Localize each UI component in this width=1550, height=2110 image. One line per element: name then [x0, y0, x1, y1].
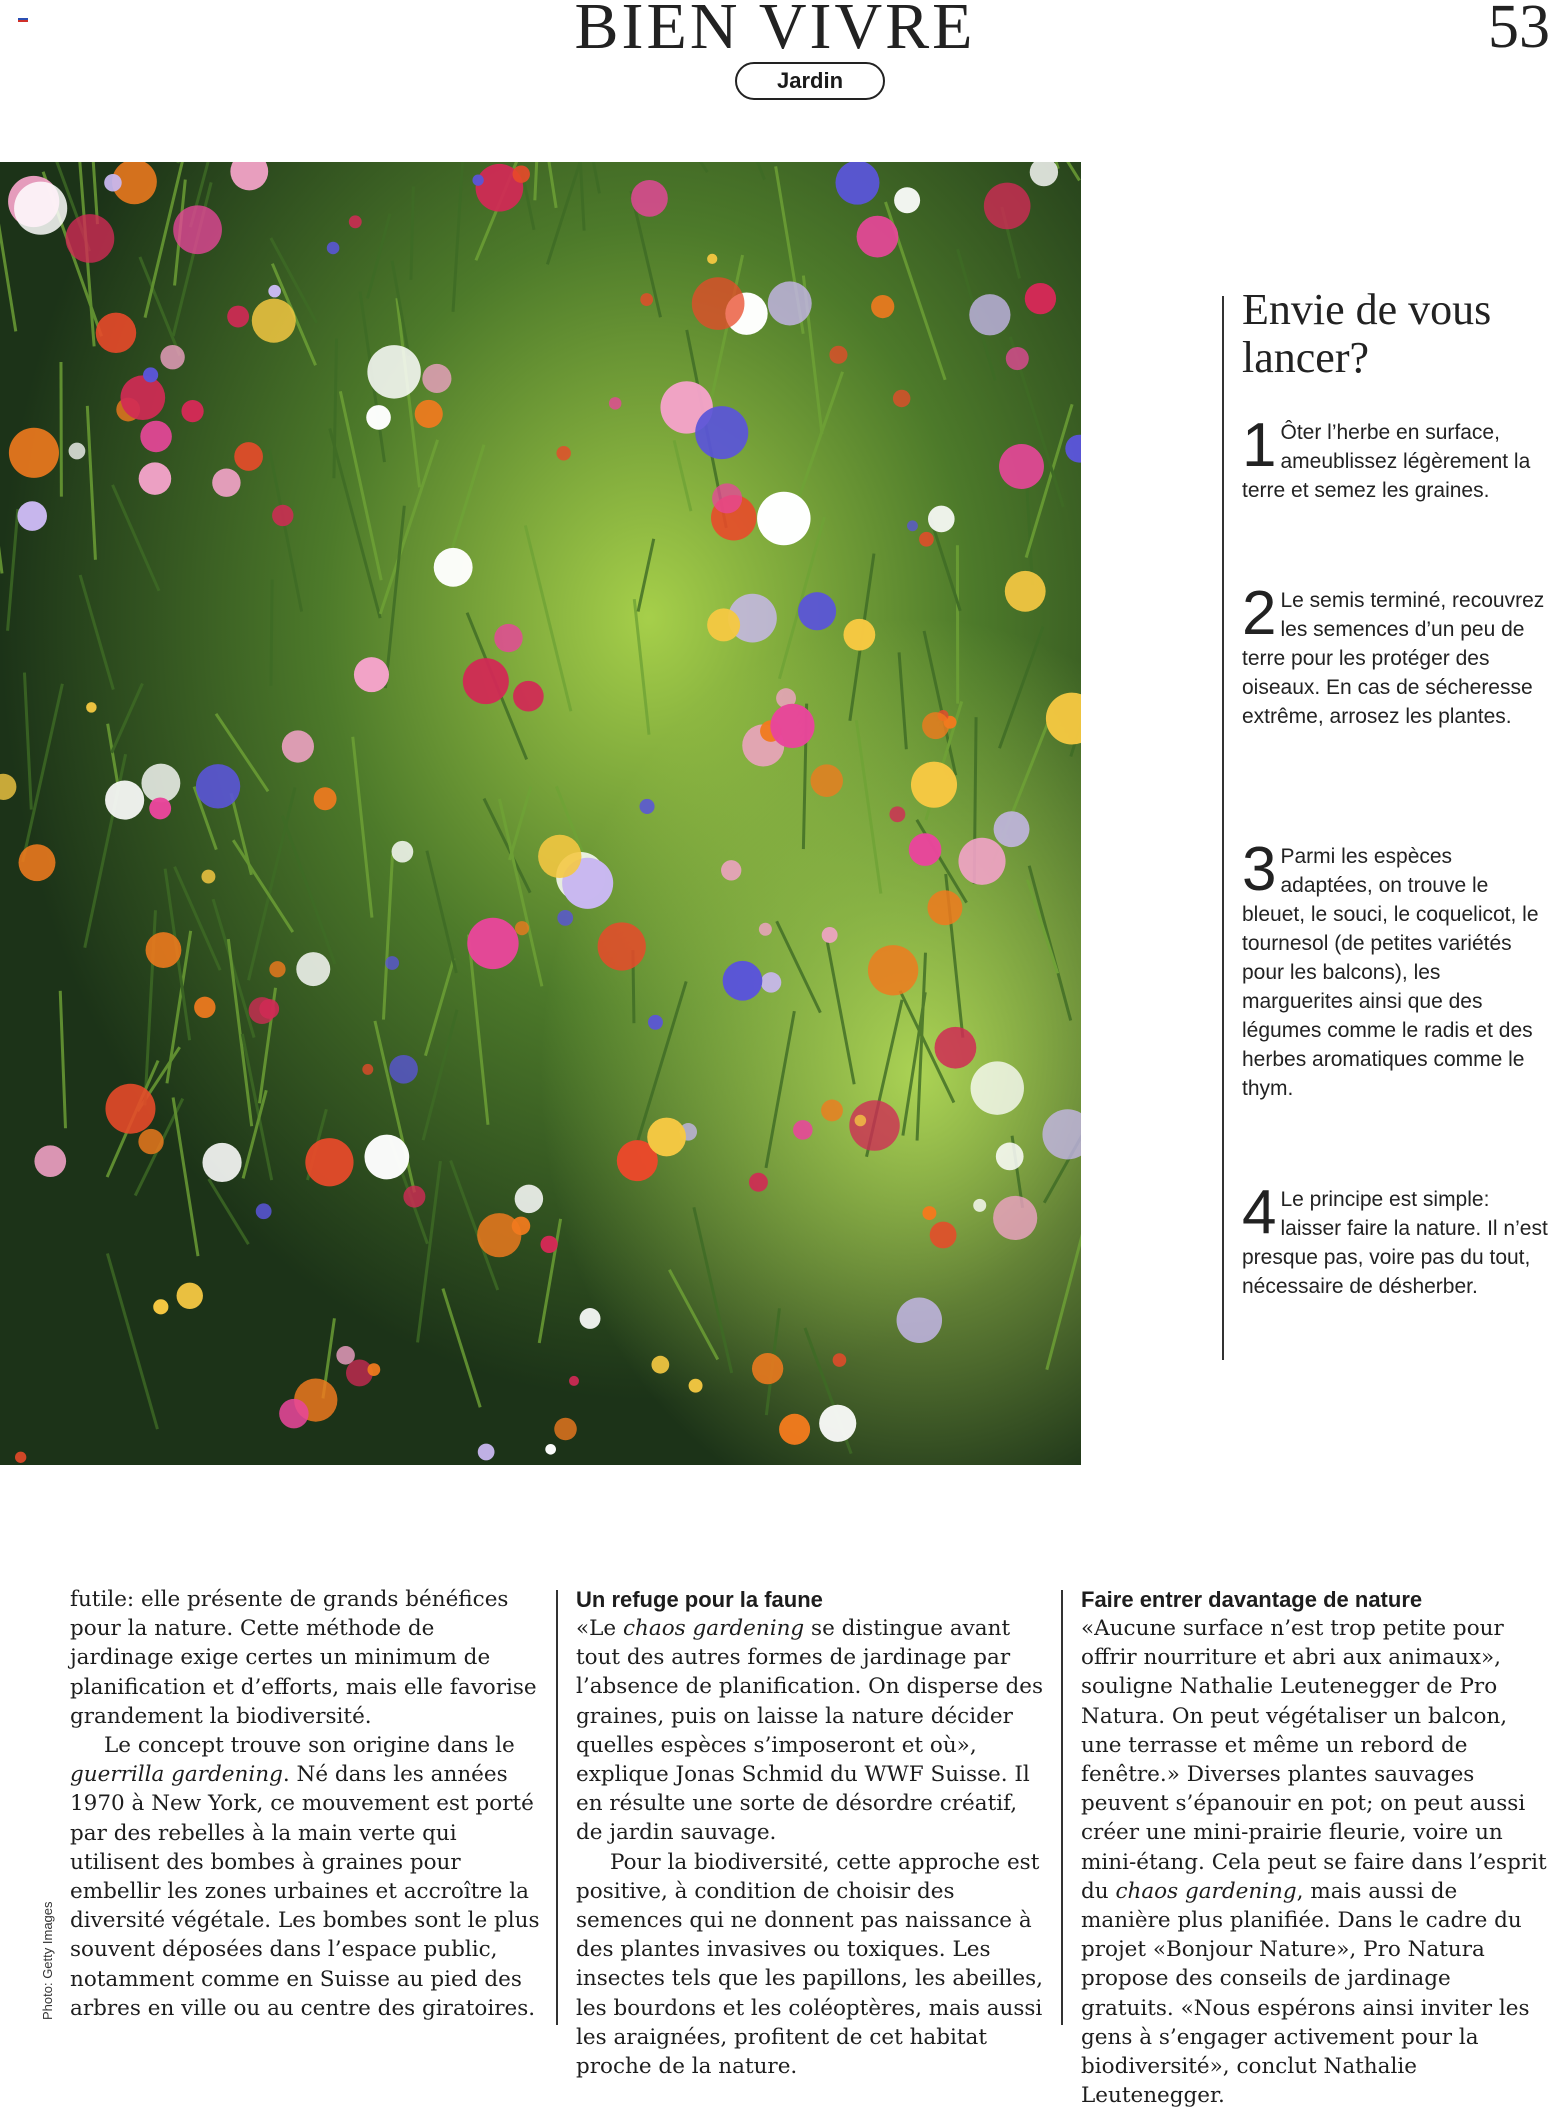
flower-blossom — [935, 1027, 977, 1069]
flower-blossom — [1005, 571, 1046, 612]
flower-blossom — [269, 961, 285, 977]
flower-blossom — [19, 844, 56, 881]
flower-blossom — [598, 922, 646, 970]
flower-blossom — [922, 712, 949, 739]
flower-blossom — [139, 462, 172, 495]
tip-text: Ôter l’herbe en surface, ameublissez légèrement la terre et semez les graines. — [1242, 421, 1530, 502]
paragraph: Le concept trouve son origine dans le guerrilla gardening. Né dans les années 1970 à New York, ce mouvement est porté par des rebelles à la main verte qui utilisent des bombes à graines pour embellir les zones urbaines et accroître la diversité végétale. Les bombes sont le plus souvent déposées dans l’espace public, notamment comme en Suisse au pied des arbres en ville ou au centre des giratoires. — [70, 1731, 540, 2023]
flower-blossom — [105, 780, 144, 819]
flower-blossom — [69, 443, 86, 460]
flower-blossom — [833, 1353, 847, 1367]
paragraph: futile: elle présente de grands bénéfices pour la nature. Cette méthode de jardinage exige certes un minimum de planification et d’efforts, mais elle favorise grandement la biodiversité. — [70, 1585, 540, 1731]
flower-blossom — [515, 921, 529, 935]
flower-blossom — [389, 1055, 418, 1084]
flower-blossom — [609, 397, 622, 410]
wildflower-photo — [0, 162, 1081, 1465]
tip-1 — [1242, 418, 1550, 505]
flower-blossom — [513, 165, 530, 182]
flower-blossom — [66, 214, 115, 263]
flower-blossom — [909, 833, 942, 866]
flower-blossom — [1006, 347, 1029, 370]
flower-blossom — [822, 927, 838, 943]
flower-blossom — [196, 764, 240, 808]
flower-blossom — [930, 1222, 957, 1249]
flower-blossom — [1025, 283, 1056, 314]
paragraph: Pour la biodiversité, cette approche est positive, à condition de choisir des semences qui ne donnent pas naissance à des plantes invasives ou toxiques. Les insectes tels que les papillons, les abeilles, les bourdons et les coléoptères, mais aussi les araignées, profitent de cet habitat proche de la nature. — [576, 1848, 1046, 2082]
flower-blossom — [252, 299, 296, 343]
tip-text: Parmi les espèces adaptées, on trouve le bleuet, le souci, le coquelicot, le tournesol (de petites variétés pour les balcons), les marguerites ainsi que des légumes comme le radis et des herbes aromatiques comme le thym. — [1242, 845, 1539, 1100]
flower-blossom — [279, 1399, 308, 1428]
flower-blossom — [296, 952, 330, 986]
flower-blossom — [752, 1353, 783, 1384]
flower-blossom — [181, 400, 203, 422]
tip-3 — [1242, 842, 1550, 1103]
tip-number: 4 — [1242, 1189, 1276, 1237]
flower-blossom — [268, 285, 281, 298]
column-rule — [556, 1590, 558, 2025]
flower-blossom — [692, 277, 745, 330]
flower-blossom — [819, 1405, 856, 1442]
flower-blossom — [928, 506, 955, 533]
flower-blossom — [749, 1173, 768, 1192]
flower-blossom — [545, 1444, 556, 1455]
flower-blossom — [855, 1115, 867, 1127]
tip-number: 1 — [1242, 422, 1276, 470]
sidebar-title: Envie de vous lancer? — [1242, 286, 1542, 382]
column-rule — [1061, 1590, 1063, 2025]
flower-blossom — [999, 444, 1044, 489]
flower-blossom — [871, 295, 894, 318]
flower-blossom — [362, 1064, 373, 1075]
flower-blossom — [141, 764, 180, 803]
article-column-2 — [576, 1585, 1046, 2081]
flower-blossom — [540, 1236, 557, 1253]
sidebar-rule — [1222, 296, 1224, 1360]
flower-blossom — [234, 442, 263, 471]
flower-blossom — [557, 910, 573, 926]
flower-blossom — [463, 658, 509, 704]
flower-blossom — [202, 1143, 241, 1182]
flower-blossom — [721, 860, 741, 880]
flower-blossom — [305, 1138, 353, 1186]
flower-blossom — [759, 923, 772, 936]
wildflower-photo-image — [0, 162, 1081, 1465]
flower-blossom — [779, 1414, 810, 1445]
flower-blossom — [513, 681, 544, 712]
tip-4 — [1242, 1185, 1550, 1301]
flower-blossom — [364, 1135, 409, 1180]
flower-blossom — [478, 1444, 495, 1461]
flower-blossom — [810, 764, 843, 797]
flower-blossom — [919, 532, 934, 547]
flower-blossom — [212, 468, 240, 496]
flower-blossom — [415, 400, 443, 428]
flower-blossom — [793, 1120, 813, 1140]
flower-blossom — [911, 762, 957, 808]
flower-blossom — [14, 182, 67, 235]
flower-blossom — [556, 446, 570, 460]
flower-blossom — [403, 1186, 425, 1208]
flower-blossom — [17, 501, 47, 531]
flower-blossom — [927, 890, 962, 925]
flower-blossom — [146, 932, 182, 968]
tip-text: Le principe est simple: laisser faire la nature. Il n’est presque pas, voire pas du tout, nécessaire de désherber. — [1242, 1188, 1548, 1298]
flower-blossom — [770, 704, 814, 748]
flower-blossom — [984, 183, 1031, 230]
flower-blossom — [177, 1283, 203, 1309]
flower-blossom — [849, 1100, 899, 1150]
tip-text: Le semis terminé, recouvrez les semences d’un peu de terre pour les protéger des oiseaux. En cas de sécheresse extrême, arrosez les plantes. — [1242, 589, 1544, 728]
flower-blossom — [201, 870, 215, 884]
paragraph: «Aucune surface n’est trop petite pour offrir nourriture et abri aux animaux», souligne Nathalie Leutenegger de Pro Natura. On peut végétaliser un balcon, une terrasse et même un rebord de fenêtre.» Diverses plantes sauvages peuvent s’épanouir en pot; on peut aussi créer une mini-prairie fleurie, voire un mini-étang. Cela peut se faire dans l’esprit du chaos gardening, mais aussi de manière plus planifiée. Dans le cadre du projet «Bonjour Nature», Pro Natura propose des conseils de jardinage gratuits. «Nous espérons ainsi inviter les gens à s’engager activement pour la biodiversité», conclut Nathalie Leutenegger. — [1081, 1614, 1550, 2110]
flower-blossom — [798, 592, 836, 630]
flower-blossom — [249, 997, 276, 1024]
flower-blossom — [993, 1196, 1037, 1240]
flower-blossom — [538, 835, 581, 878]
flower-blossom — [467, 918, 518, 969]
flower-blossom — [580, 1308, 601, 1329]
flower-blossom — [712, 483, 742, 513]
flower-blossom — [494, 624, 522, 652]
flower-blossom — [104, 174, 122, 192]
flower-blossom — [893, 390, 911, 408]
flower-blossom — [958, 838, 1005, 885]
article-column-1 — [70, 1585, 540, 2023]
flower-blossom — [707, 254, 717, 264]
flower-blossom — [757, 492, 810, 545]
flower-blossom — [569, 1376, 579, 1386]
flower-blossom — [969, 294, 1010, 335]
flower-blossom — [843, 619, 875, 651]
flower-blossom — [153, 1299, 168, 1314]
flower-blossom — [640, 799, 655, 814]
flower-blossom — [282, 730, 314, 762]
flower-blossom — [173, 205, 222, 254]
flower-blossom — [971, 1061, 1024, 1114]
section-heading: Faire entrer davantage de nature — [1081, 1585, 1550, 1614]
flower-blossom — [194, 997, 215, 1018]
flower-blossom — [897, 1297, 942, 1342]
flower-blossom — [367, 1363, 380, 1376]
flower-blossom — [140, 421, 172, 453]
section-heading: Un refuge pour la faune — [576, 1585, 1046, 1614]
flower-blossom — [149, 797, 171, 819]
flower-blossom — [105, 1084, 155, 1134]
flower-blossom — [366, 405, 391, 430]
flower-blossom — [922, 1206, 936, 1220]
photo-credit: Photo: Getty Images — [40, 1901, 55, 2020]
flower-blossom — [768, 281, 812, 325]
flower-blossom — [894, 187, 920, 213]
flower-blossom — [651, 1356, 669, 1374]
flower-blossom — [907, 520, 918, 531]
flower-blossom — [647, 1118, 686, 1157]
flower-blossom — [15, 1452, 26, 1463]
flower-blossom — [138, 1129, 163, 1154]
flower-blossom — [723, 961, 763, 1001]
flower-blossom — [889, 806, 905, 822]
flower-blossom — [354, 657, 389, 692]
flower-blossom — [9, 428, 59, 478]
flower-blossom — [327, 242, 340, 255]
flower-blossom — [515, 1185, 543, 1213]
flower-blossom — [120, 375, 165, 420]
flower-blossom — [835, 162, 879, 205]
flower-blossom — [707, 608, 740, 641]
flower-blossom — [477, 1213, 521, 1257]
flower-blossom — [829, 346, 847, 364]
flower-blossom — [272, 505, 293, 526]
flower-blossom — [868, 945, 918, 995]
flower-blossom — [385, 956, 399, 970]
flower-blossom — [143, 367, 158, 382]
flower-blossom — [86, 702, 97, 713]
flower-blossom — [761, 972, 781, 992]
section-label: Jardin — [735, 62, 885, 100]
flower-blossom — [367, 345, 420, 398]
flower-blossom — [631, 180, 668, 217]
flower-blossom — [554, 1418, 577, 1441]
tip-number: 2 — [1242, 590, 1276, 638]
flower-blossom — [689, 1379, 703, 1393]
flower-blossom — [695, 406, 748, 459]
page-number: 53 — [1488, 0, 1550, 62]
flower-blossom — [34, 1145, 66, 1177]
flower-blossom — [857, 216, 899, 258]
flower-blossom — [227, 306, 249, 328]
flower-blossom — [392, 841, 414, 863]
flower-blossom — [256, 1203, 272, 1219]
flower-blossom — [472, 175, 483, 186]
article-column-3 — [1081, 1585, 1550, 2110]
flower-blossom — [349, 215, 362, 228]
flower-blossom — [821, 1100, 843, 1122]
flower-blossom — [160, 345, 184, 369]
flower-blossom — [973, 1199, 986, 1212]
tip-number: 3 — [1242, 846, 1276, 894]
flower-blossom — [422, 364, 451, 393]
masthead-title: BIEN VIVRE — [0, 0, 1550, 62]
paragraph: «Le chaos gardening se distingue avant tout des autres formes de jardinage par l’absence de planification. On disperse des graines, puis on laisse la nature décider quelles espèces s’imposeront et où», explique Jonas Schmid du WWF Suisse. Il en résulte une sorte de désordre créatif, de jardin sauvage. — [576, 1614, 1046, 1848]
tip-2 — [1242, 586, 1550, 731]
flower-blossom — [994, 811, 1030, 847]
flower-blossom — [996, 1143, 1024, 1171]
flower-blossom — [96, 313, 136, 353]
flower-blossom — [434, 548, 473, 587]
flower-blossom — [640, 293, 653, 306]
flower-blossom — [314, 787, 337, 810]
flower-blossom — [648, 1015, 663, 1030]
